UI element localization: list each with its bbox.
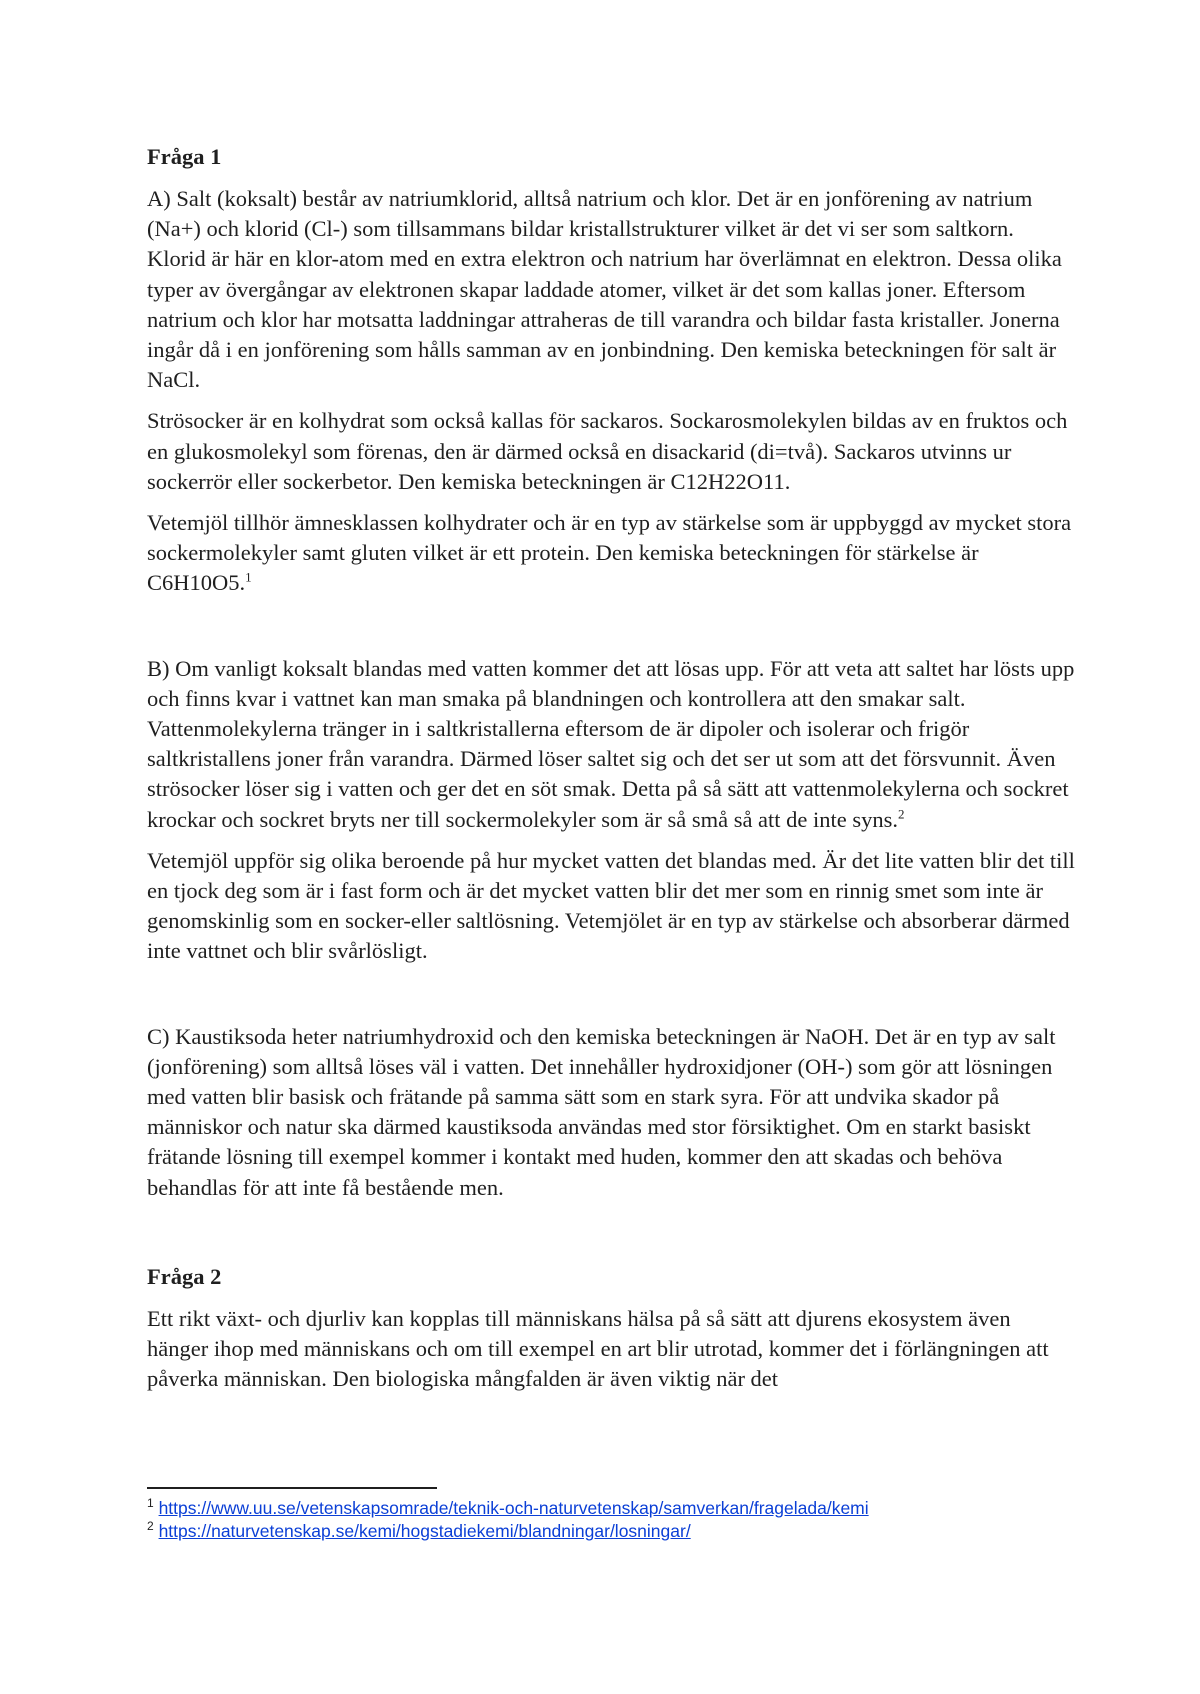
spacer bbox=[147, 1214, 1077, 1262]
q2-paragraph: Ett rikt växt- och djurliv kan kopplas till människans hälsa på så sätt att djurens ekosystem även hänger ihop med människans och om till exempel en art blir utrotad, kommer det i förlängningen att påverka människan. Den biologiska mångfalden är även viktig när det bbox=[147, 1305, 1049, 1392]
question-1-heading: Fråga 1 bbox=[147, 144, 222, 169]
spacer bbox=[147, 610, 1077, 654]
footnotes bbox=[147, 1487, 1077, 1543]
footnote-2-link[interactable]: https://naturvetenskap.se/kemi/hogstadiekemi/blandningar/losningar/ bbox=[158, 1521, 691, 1541]
footnote-2 bbox=[147, 1520, 1077, 1543]
footnote-ref-2[interactable]: 2 bbox=[898, 806, 905, 822]
footnote-mark: 2 bbox=[147, 1519, 154, 1534]
footnote-1 bbox=[147, 1497, 1077, 1520]
q1-b-paragraph-dissolve bbox=[147, 654, 1077, 835]
q1-c-paragraph: C) Kaustiksoda heter natriumhydroxid och den kemiska beteckningen är NaOH. Det är en typ av salt (jonförening) som alltså löses väl i vatten. Det innehåller hydroxidjoner (OH-) som gör att lösningen med vatten blir basisk och frätande på samma sätt som en stark syra. För att undvika skador på människor och natur ska därmed kaustiksoda användas med stor försiktighet. Om en starkt basiskt frätande lösning till exempel kommer i kontakt med huden, kommer den att skadas och behöva behandlas för att inte få bestående men. bbox=[147, 1023, 1056, 1200]
main-content bbox=[147, 142, 1077, 1406]
q1-a-paragraph-sugar: Strösocker är en kolhydrat som också kallas för sackaros. Sockarosmolekylen bildas av en fruktos och en glukosmolekyl som förenas, den är därmed också en disackarid (di=två). Sackaros utvinns ur sockerrör eller sockerbetor. Den kemiska beteckningen är C12H22O11. bbox=[147, 408, 1068, 494]
footnote-mark: 1 bbox=[147, 1496, 154, 1511]
footnote-separator bbox=[147, 1487, 437, 1489]
footnote-ref-1[interactable]: 1 bbox=[245, 569, 252, 585]
question-2-heading: Fråga 2 bbox=[147, 1263, 222, 1289]
spacer bbox=[147, 978, 1077, 1022]
q1-b-paragraph-flour: Vetemjöl uppför sig olika beroende på hur mycket vatten det blandas med. Är det lite vatten blir det till en tjock deg som är i fast form och är det mycket vatten blir det mer som en rinnig smet som inte är genomskinlig som en socker-eller saltlösning. Vetemjölet är en typ av stärkelse och absorberar därmed inte vattnet och blir svårlösligt. bbox=[147, 847, 1075, 964]
footnote-1-link[interactable]: https://www.uu.se/vetenskapsomrade/teknik-och-naturvetenskap/samverkan/fragelada/kemi bbox=[158, 1498, 869, 1518]
q1-b-paragraph-dissolve-text: B) Om vanligt koksalt blandas med vatten kommer det att lösas upp. För att veta att saltet har lösts upp och finns kvar i vattnet kan man smaka på blandningen och kontrollera att den smakar salt. Vattenmolekylerna tränger in i saltkristallerna eftersom de är dipoler och isolerar och frigör saltkristallens joner från varandra. Därmed löser saltet sig och det ser ut som att det försvunnit. Även strösocker löser sig i vatten och ger det en söt smak. Detta på så sätt att vattenmolekylerna och sockret krockar och sockret bryts ner till sockermolekyler som är så små så att de inte syns. bbox=[147, 655, 1075, 832]
q1-a-paragraph-flour-text: Vetemjöl tillhör ämnesklassen kolhydrater och är en typ av stärkelse som är uppbyggd av mycket stora sockermolekyler samt gluten vilket är ett protein. Den kemiska beteckningen för stärkelse är C6H10O5. bbox=[147, 510, 1072, 596]
q1-a-paragraph-salt: A) Salt (koksalt) består av natriumklorid, alltså natrium och klor. Det är en jonförening av natrium (Na+) och klorid (Cl-) som tillsammans bildar kristallstrukturer vilket är det vi ser som saltkorn. Klorid är här en klor-atom med en extra elektron och natrium har överlämnat en elektron. Dessa olika typer av övergångar av elektronen skapar laddade atomer, vilket är det som kallas joner. Eftersom natrium och klor har motsatta laddningar attraheras de till varandra och bildar fasta kristaller. Jonerna ingår då i en jonförening som hålls samman av en jonbindning. Den kemiska beteckningen för salt är NaCl. bbox=[147, 186, 1062, 393]
q1-a-paragraph-flour bbox=[147, 508, 1077, 599]
